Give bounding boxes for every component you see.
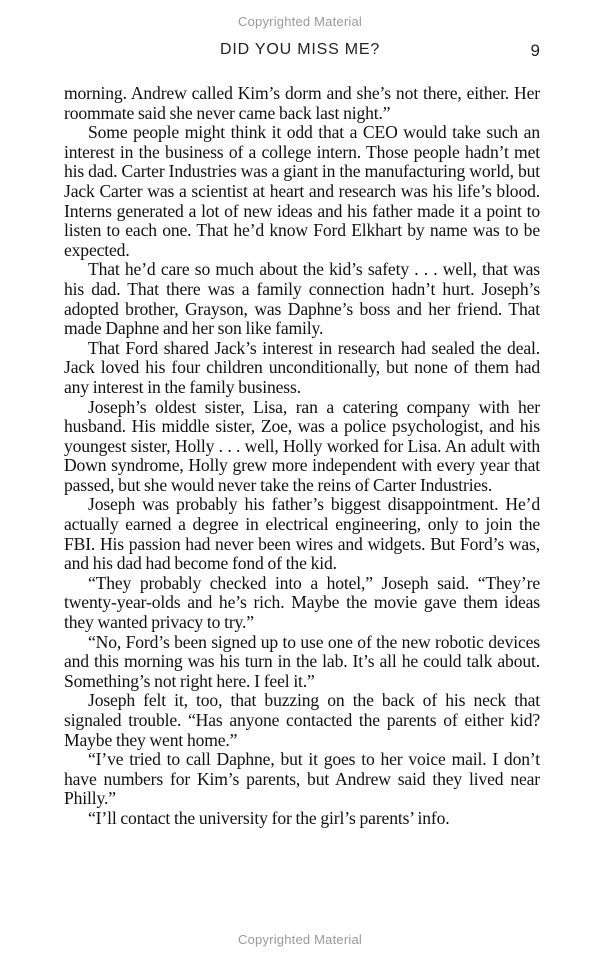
paragraph-3: That he’d care so much about the kid’s safety . . . well, that was his dad. That there was a family connection hadn’t hurt. Joseph’s adopted brother, Grayson, was Daphne’s boss and her friend. That made Daphne and her son like family. xyxy=(64,259,540,339)
paragraph-11: “I’ll contact the university for the girl’s parents’ info. xyxy=(88,807,450,828)
page-number: 9 xyxy=(530,41,540,60)
copyright-watermark-top: Copyrighted Material xyxy=(238,14,362,29)
paragraph-1: morning. Andrew called Kim’s dorm and she’s not there, either. Her roommate said she never came back last night.” xyxy=(64,83,540,123)
paragraph-7: “They probably checked into a hotel,” Joseph said. “They’re twenty-year-olds and he’s rich. Maybe the movie gave them ideas they wanted privacy to try.” xyxy=(64,572,540,633)
paragraph-9: Joseph felt it, too, that buzzing on the back of his neck that signaled trouble. “Has anyone contacted the parents of either kid? Maybe they went home.” xyxy=(64,690,540,750)
paragraph-8: “No, Ford’s been signed up to use one of the new robotic devices and this morning was his turn in the lab. It’s all he could talk about. Something’s not right here. I feel it.” xyxy=(64,631,540,691)
page-body xyxy=(64,84,540,829)
paragraph-10: “I’ve tried to call Daphne, but it goes to her voice mail. I don’t have numbers for Kim’s parents, but Andrew said they lived near Philly.” xyxy=(64,749,540,809)
paragraph-6: Joseph was probably his father’s biggest disappointment. He’d actually earned a degree in electrical engineering, only to join the FBI. His passion had never been wires and widgets. But Ford’s was, and his dad had become fond of the kid. xyxy=(64,494,540,574)
paragraph-5: Joseph’s oldest sister, Lisa, ran a catering company with her husband. His middle sister, Zoe, was a police psychologist, and his youngest sister, Holly . . . well, Holly worked for Lisa. An adult with Down syndrome, Holly grew more independent with every year that passed, but she would never take the reins of Carter Industries. xyxy=(64,396,540,495)
book-title: DID YOU MISS ME? xyxy=(220,41,381,58)
paragraph-2: Some people might think it odd that a CEO would take such an interest in the business of a college intern. Those people hadn’t met his dad. Carter Industries was a giant in the manufacturing world, but Jack Carter was a scientist at heart and research was his life’s blood. Interns generated a lot of new ideas and his father made it a point to listen to each one. That he’d know Ford Elkhart by name was to be expected. xyxy=(64,122,540,260)
copyright-watermark-bottom: Copyrighted Material xyxy=(238,932,362,947)
running-header xyxy=(64,41,540,63)
paragraph-4: That Ford shared Jack’s interest in research had sealed the deal. Jack loved his four children unconditionally, but none of them had any interest in the family business. xyxy=(64,337,540,397)
